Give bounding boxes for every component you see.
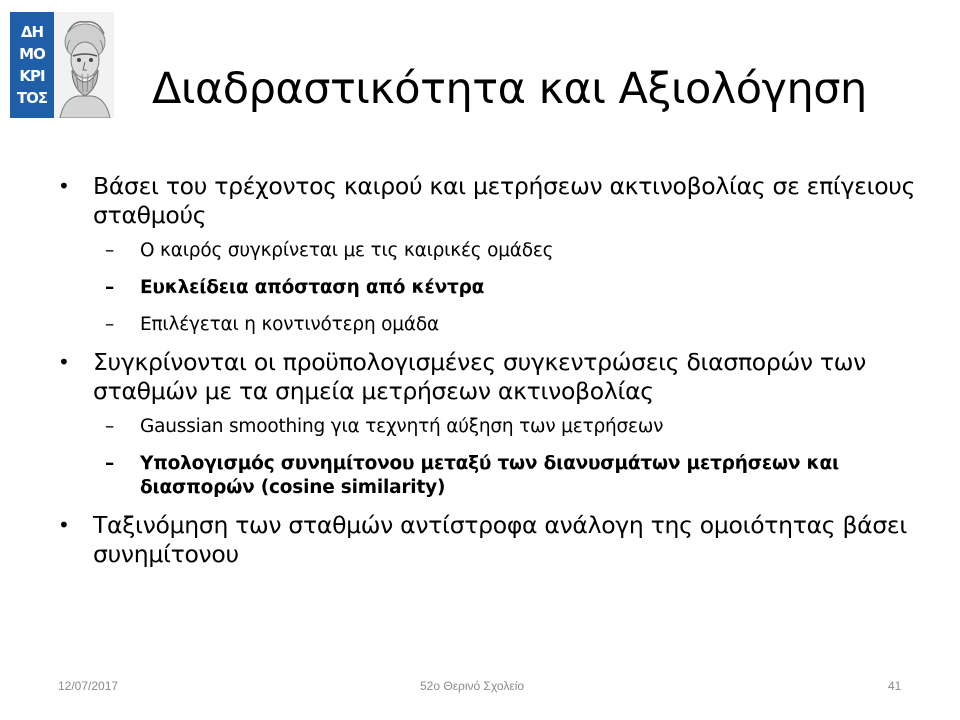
- page-number: 41: [888, 679, 902, 693]
- dash-marker: –: [105, 240, 115, 261]
- bullet-text: Βάσει του τρέχοντος καιρού και μετρήσεων ακτινοβολίας σε επίγειους σταθμούς: [93, 172, 916, 229]
- bullet-item: [56, 348, 916, 406]
- logo-line-4: ΤΟΣ: [16, 89, 48, 107]
- bullet-text: Ταξινόμηση των σταθμών αντίστροφα ανάλογη της ομοιότητας βάσει συνημίτονου: [93, 511, 907, 568]
- dash-marker: –: [105, 416, 115, 437]
- slide-title: Διαδραστικότητα και Αξιολόγηση: [152, 64, 867, 114]
- democritus-bust-icon: [54, 12, 114, 118]
- footer-event: 52ο Θερινό Σχολείο: [420, 679, 525, 693]
- sub-bullet-item: [56, 239, 916, 263]
- logo-line-2: ΜΟ: [19, 45, 45, 63]
- dash-marker: –: [105, 453, 115, 474]
- sub-bullet-text: Υπολογισμός συνημίτονου μεταξύ των διανυσμάτων μετρήσεων και διασπορών (cosine similarity): [140, 453, 839, 498]
- bullet-marker: •: [58, 174, 70, 198]
- sub-bullet-text: Επιλέγεται η κοντινότερη ομάδα: [140, 314, 439, 335]
- logo-line-1: ΔΗ: [20, 23, 44, 41]
- sub-bullet-text: Ευκλείδεια απόσταση από κέντρα: [140, 277, 485, 298]
- school-logo: [10, 12, 114, 118]
- slide-content: [56, 172, 916, 569]
- footer-date: 12/07/2017: [58, 679, 119, 693]
- dash-marker: –: [105, 314, 115, 335]
- sub-bullet-text: Gaussian smoothing για τεχνητή αύξηση των μετρήσεων: [140, 416, 664, 437]
- bullet-marker: •: [58, 350, 70, 374]
- bullet-item: [56, 511, 916, 569]
- dash-marker: –: [105, 277, 115, 298]
- logo-line-3: ΚΡΙ: [19, 67, 45, 85]
- sub-bullet-item: [56, 313, 916, 337]
- logo-text-block: [10, 12, 54, 118]
- sub-bullet-item: [56, 452, 916, 500]
- bullet-marker: •: [58, 513, 70, 537]
- sub-bullet-item: [56, 276, 916, 300]
- sub-bullet-text: Ο καιρός συγκρίνεται με τις καιρικές ομάδες: [140, 240, 554, 261]
- bullet-item: [56, 172, 916, 230]
- bullet-text: Συγκρίνονται οι προϋπολογισμένες συγκεντρώσεις διασπορών των σταθμών με τα σημεία μετρήσεων ακτινοβολίας: [93, 348, 866, 405]
- sub-bullet-item: [56, 415, 916, 439]
